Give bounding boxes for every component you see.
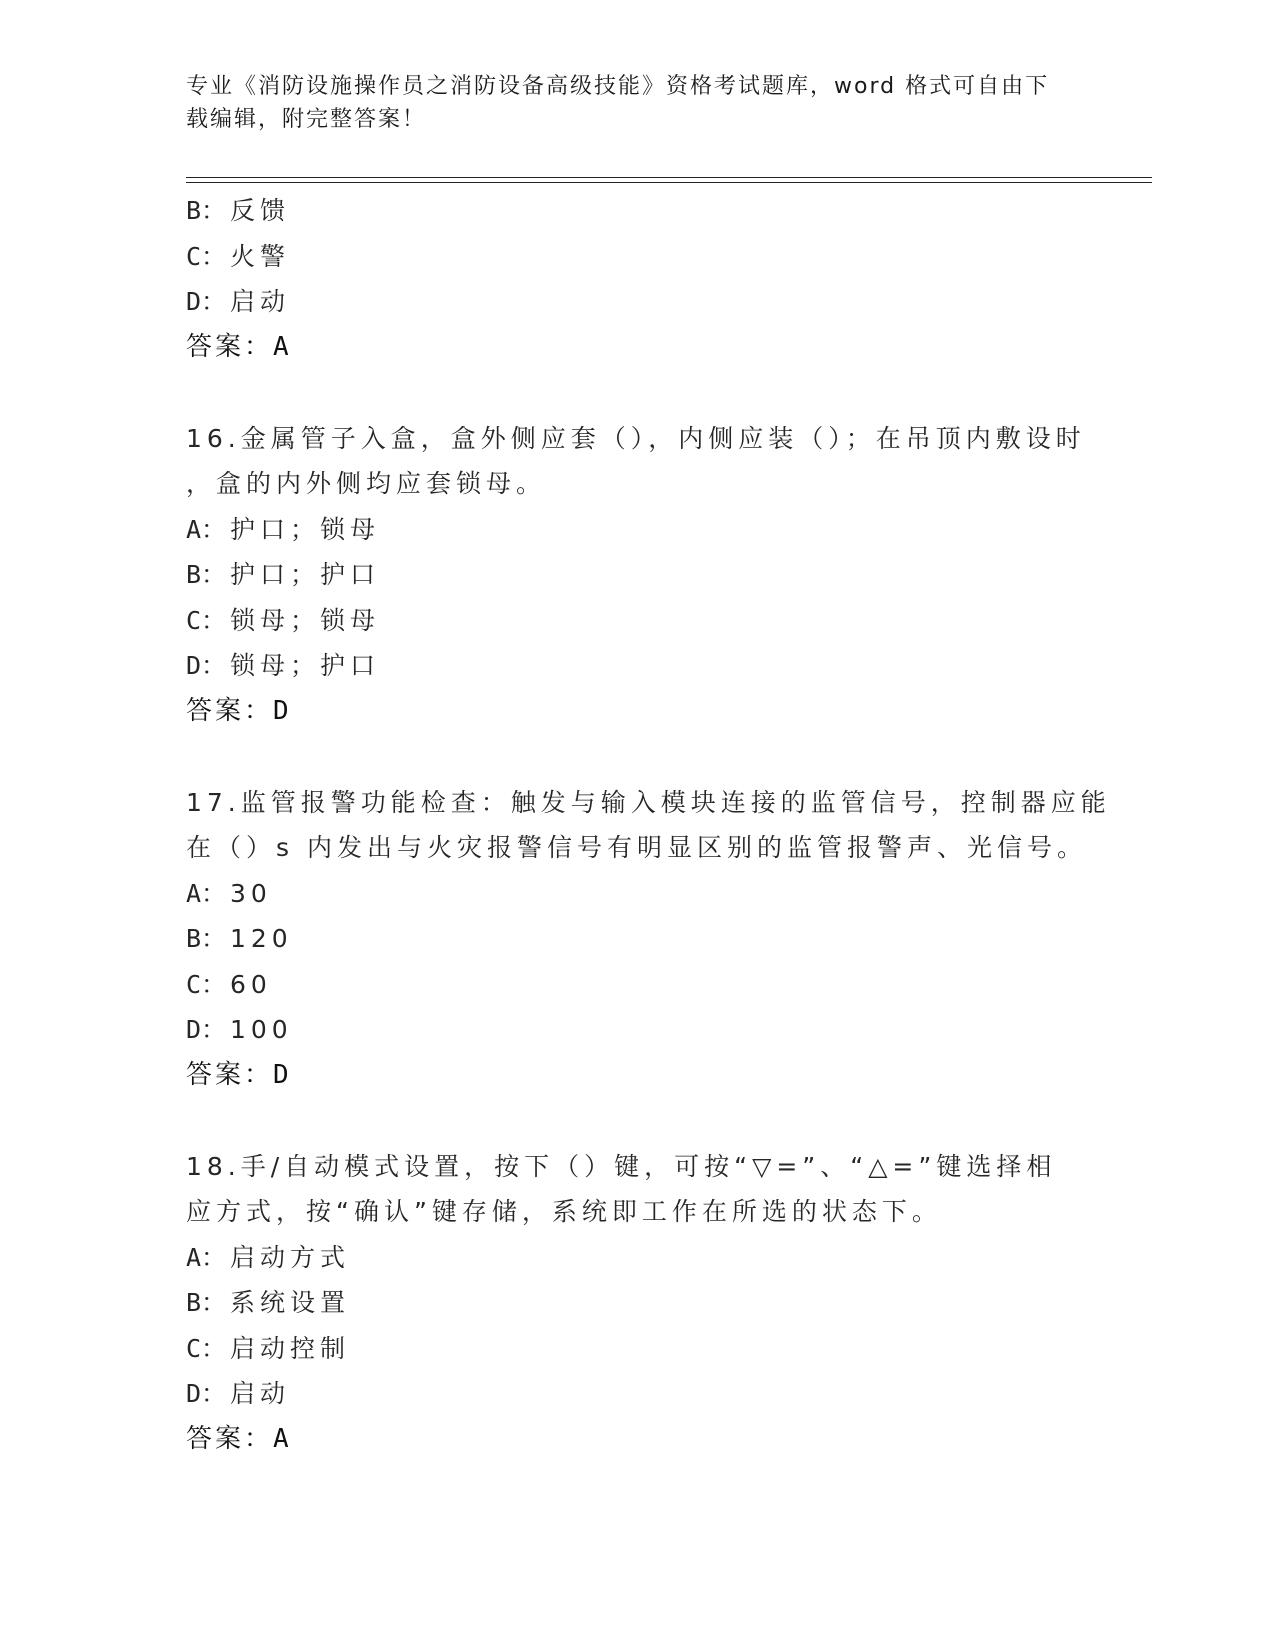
option-text: 锁母；护口 [230, 651, 381, 680]
answer-label: 答案： [186, 695, 274, 726]
option-text: 火警 [230, 241, 291, 271]
question-stem-line-1: 16.金属管子入盒，盒外侧应套（），内侧应装（）；在吊顶内敷设时 [186, 423, 1086, 453]
option-key: C： [186, 1333, 227, 1363]
question-stem-line-2: 在（）s 内发出与火灾报警信号有明显区别的监管报警声、光信号。 [186, 833, 1087, 862]
option-key: B： [186, 196, 227, 225]
spacer [186, 370, 1086, 416]
option-key: A： [186, 878, 227, 908]
option-d [186, 643, 1086, 689]
option-a [186, 871, 1086, 917]
option-c [186, 1326, 1086, 1372]
answer-label: 答案： [186, 1059, 274, 1090]
option-text: 锁母；锁母 [230, 605, 381, 635]
option-key: C： [186, 605, 227, 635]
option-d [186, 279, 1086, 325]
header-divider-top [186, 177, 1152, 178]
answer-value: D [273, 1059, 289, 1090]
option-b [186, 1280, 1086, 1326]
option-text: 120 [230, 924, 293, 953]
option-c [186, 234, 1086, 280]
option-key: D： [186, 1015, 227, 1044]
option-key: B： [186, 1288, 227, 1317]
option-key: B： [186, 924, 227, 953]
question-stem-line-2: ，盒的内外侧均应套锁母。 [186, 469, 547, 498]
spacer [186, 734, 1086, 780]
option-text: 护口；锁母 [230, 514, 381, 544]
option-key: D： [186, 1379, 227, 1408]
option-c [186, 598, 1086, 644]
option-key: A： [186, 1242, 227, 1272]
question-17 [186, 780, 1111, 1099]
option-text: 系统设置 [230, 1288, 351, 1317]
answer-line [186, 1417, 1086, 1463]
question-16 [186, 416, 1086, 735]
question-18 [186, 1144, 1086, 1463]
option-d [186, 1371, 1086, 1417]
option-b [186, 916, 1086, 962]
option-key: D： [186, 287, 227, 316]
answer-value: A [273, 1423, 289, 1454]
option-text: 60 [230, 969, 272, 999]
question-stem-line-1: 17.监管报警功能检查：触发与输入模块连接的监管信号，控制器应能 [186, 787, 1111, 817]
answer-line [186, 325, 1086, 371]
header-line-1: 专业《消防设施操作员之消防设备高级技能》资格考试题库，word 格式可自由下 [186, 74, 1050, 99]
option-d [186, 1007, 1086, 1053]
option-text: 100 [230, 1015, 293, 1044]
answer-line [186, 689, 1086, 735]
option-text: 启动方式 [230, 1242, 351, 1272]
question-stem-line-1: 18.手/自动模式设置，按下（）键，可按“▽=”、“△=”键选择相 [186, 1151, 1057, 1181]
option-text: 反馈 [230, 196, 291, 225]
question-stem-line-2: 应方式，按“确认”键存储，系统即工作在所选的状态下。 [186, 1197, 942, 1226]
answer-value: A [273, 331, 289, 362]
option-b [186, 552, 1086, 598]
spacer [186, 1098, 1086, 1144]
option-key: C： [186, 969, 227, 999]
option-key: D： [186, 651, 227, 680]
option-text: 启动 [230, 1379, 291, 1408]
answer-label: 答案： [186, 1423, 274, 1454]
option-text: 启动 [230, 287, 291, 316]
option-a [186, 507, 1086, 553]
document-header [186, 70, 1066, 136]
question-15-tail [186, 188, 1086, 370]
answer-value: D [273, 695, 289, 726]
option-key: B： [186, 560, 227, 589]
question-list [186, 188, 1111, 1462]
header-line-2: 载编辑，附完整答案！ [186, 107, 427, 132]
option-c [186, 962, 1086, 1008]
option-text: 护口；护口 [230, 560, 381, 589]
option-key: A： [186, 514, 227, 544]
answer-label: 答案： [186, 331, 274, 362]
option-a [186, 1235, 1086, 1281]
option-text: 启动控制 [230, 1333, 351, 1363]
header-divider-bottom [186, 182, 1152, 183]
option-key: C： [186, 241, 227, 271]
option-text: 30 [230, 878, 272, 908]
answer-line [186, 1053, 1086, 1099]
option-b [186, 188, 1086, 234]
